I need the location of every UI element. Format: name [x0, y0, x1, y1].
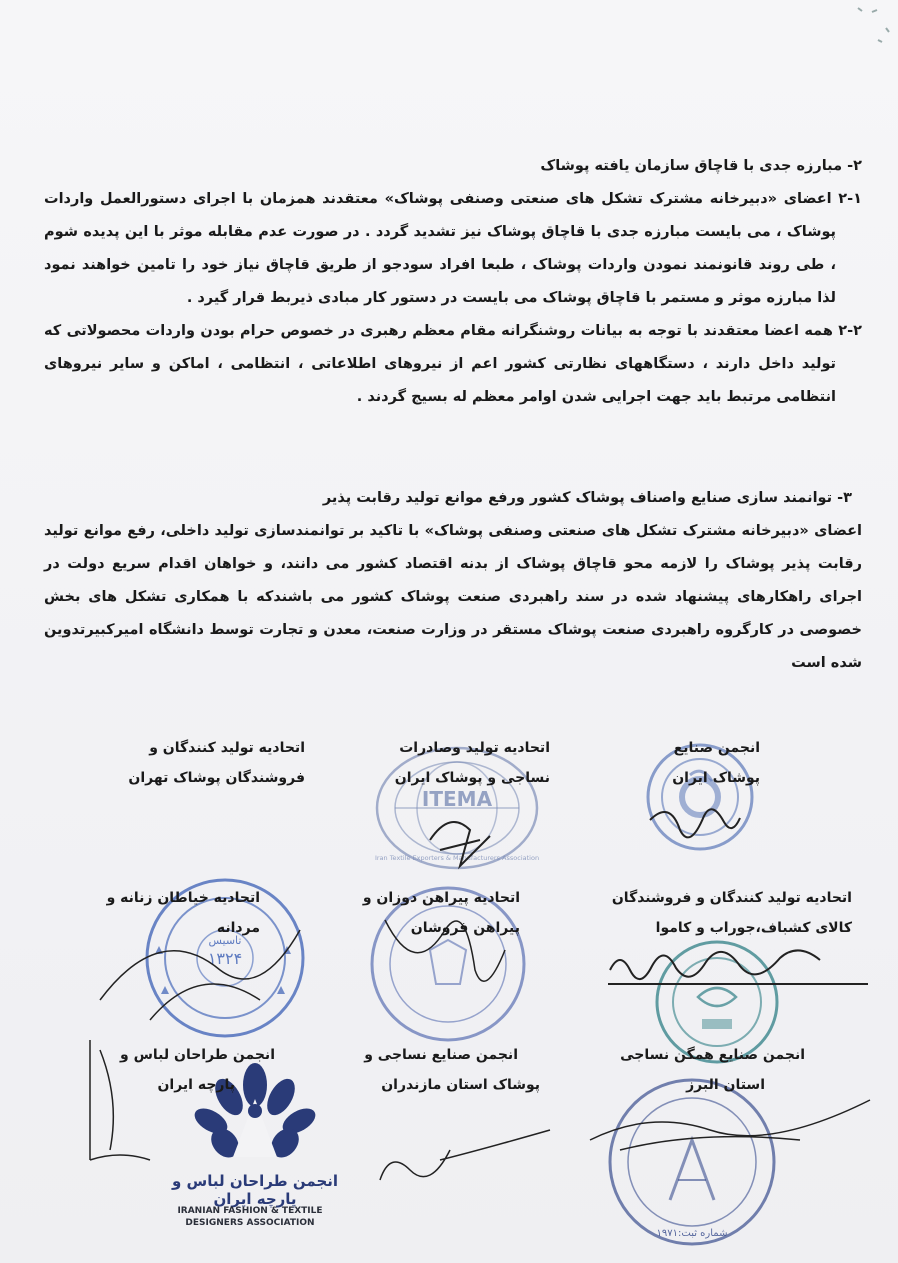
signatory-alborz-textile — [600, 1040, 805, 1100]
signatory-line-1: اتحادیه خیاطان زنانه و — [106, 890, 260, 906]
signatory-line-2: کالای کشباف،جوراب و کاموا — [655, 920, 852, 936]
alborz-registration: شماره ثبت:۱۹۷۱ — [656, 1228, 728, 1239]
signatory-line-1: انجمن صنایع همگن نساجی — [620, 1047, 805, 1063]
signature-mazandaran — [360, 1120, 560, 1200]
signatory-mazandaran-textile — [360, 1040, 540, 1100]
signatory-knitwear-union — [570, 883, 852, 943]
signature-alborz — [580, 1090, 880, 1170]
signature-clothing-industries — [640, 790, 750, 850]
section-2-heading: ۲- مبارزه جدی با قاچاق سازمان یافته پوشاک — [540, 158, 862, 174]
section-2-item-2: ۲-۲ همه اعضا معتقدند با توجه به بیانات روشنگرانه مقام معظم رهبری در خصوص حرام بودن واردات محصولاتی که تولید داخل دارند ، دستگاههای نظارتی کشور اعم از نیروهای اطلاعاتی ، انتظامی ، اماکن و سایر نیروهای انتظامی مرتبط باید جهت اجرایی شدن اوامر معظم له بسیج گردند . — [44, 323, 862, 405]
corner-fold-mark — [838, 0, 898, 60]
signatory-line-2: پوشاک ایران — [672, 770, 760, 786]
itema-stamp-text: ITEMA — [421, 787, 493, 811]
signatory-line-2: پیراهن فروشان — [410, 920, 520, 936]
tailors-stamp-founded: تاسیس — [208, 934, 242, 947]
signatory-tehran-clothing-union — [85, 733, 305, 793]
fashion-logo-persian: انجمن طراحان لباس و پارچه ایران — [171, 1172, 339, 1208]
section-2-item-1: ۲-۱ اعضای «دبیرخانه مشترک تشکل های صنعتی وصنفی پوشاک» معتقدند همزمان با اجرای دستورالعمل واردات پوشاک ، می بایست مبارزه جدی با قاچاق پوشاک نیز تشدید گردد . در صورت عدم مقابله موثر با این پدیده شوم ، طی روند قانونمند نمودن واردات پوشاک ، طبعا افراد سودجو از طریق قاچاق نیاز خود را تامین خواهند نمود لذا مبارزه موثر و مستمر با قاچاق پوشاک می بایست در دستور کار مبادی ذیربط قرار گیرد . — [44, 191, 862, 306]
section-2 — [44, 150, 862, 414]
signatory-line-1: اتحادیه تولید کنندگان و — [149, 740, 305, 756]
itema-ring-text: Iran Textile Exporters & Manufacturers Association — [374, 854, 540, 862]
signature-itema — [410, 800, 520, 880]
signatory-line-2: استان البرز — [686, 1077, 765, 1093]
signatory-line-1: انجمن صنایع نساجی و — [364, 1047, 518, 1063]
tailors-stamp-year: ۱۳۲۴ — [207, 949, 243, 968]
signatory-line-2: پارچه ایران — [157, 1077, 235, 1093]
signatory-tailors-union — [90, 883, 260, 943]
signatory-line-2: نساجی و پوشاک ایران — [394, 770, 550, 786]
signatory-line-2: فروشندگان پوشاک تهران — [128, 770, 305, 786]
signatory-clothing-industries — [640, 733, 760, 793]
signatory-fashion-designers — [110, 1040, 275, 1100]
signature-knitwear — [600, 940, 880, 990]
signatory-line-1: اتحادیه پیراهن دوزان و — [362, 890, 520, 906]
fashion-logo-english-1: IRANIAN FASHION & TEXTILE — [177, 1206, 323, 1216]
signatory-line-2: مردانه — [216, 920, 260, 936]
signatory-line-1: اتحادیه تولید کنندگان و فروشندگان — [611, 890, 852, 906]
signatory-line-1: اتحادیه تولید وصادرات — [399, 740, 550, 756]
signatory-line-2: پوشاک استان مازندران — [381, 1077, 540, 1093]
fashion-logo-english-2: DESIGNERS ASSOCIATION — [185, 1218, 315, 1228]
signatory-line-1: انجمن صنایع — [673, 740, 760, 756]
section-3-heading: ۳- توانمند سازی صنایع واصناف پوشاک کشور ورفع موانع تولید رقابت پذیر — [322, 490, 852, 506]
section-3-body: اعضای «دبیرخانه مشترک تشکل های صنعتی وصنفی پوشاک» با تاکید بر توانمندسازی تولید داخلی، رفع موانع تولید رقابت پذیر پوشاک را لازمه محو قاچاق پوشاک از بدنه اقتصاد کشور می دانند، و خواهان اقدام سریع دولت در اجرای راهکارهای پیشنهاد شده در سند راهبردی صنعت پوشاک کشور می باشندکه با همکاری تشکل های بخش خصوصی در کارگروه راهبردی صنعت پوشاک مستقر در وزارت صنعت، معدن و تجارت توسط دانشگاه امیرکبیرتدوین شده است — [44, 523, 862, 671]
signatory-textile-exporters — [370, 733, 550, 793]
section-3 — [44, 482, 862, 680]
signatory-shirt-makers — [340, 883, 520, 943]
signatory-line-1: انجمن طراحان لباس و — [120, 1047, 275, 1063]
